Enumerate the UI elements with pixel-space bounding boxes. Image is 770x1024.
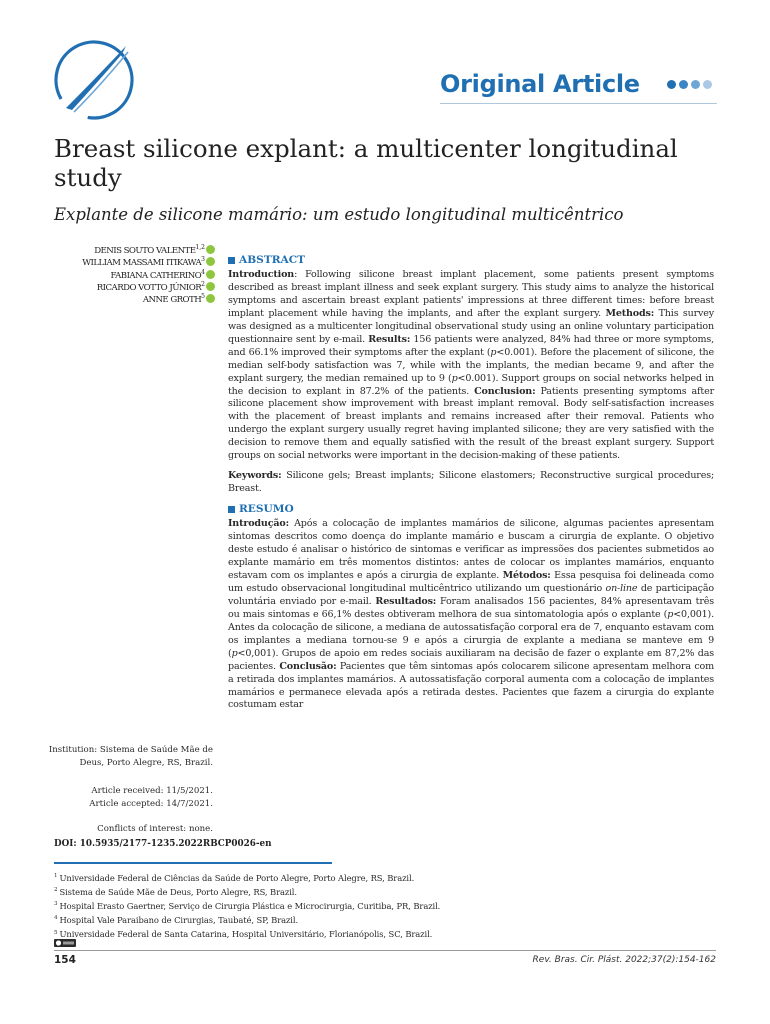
conclusion-label: Conclusão: <box>279 660 337 672</box>
section-square-icon <box>228 506 235 513</box>
conclusion-label: Conclusion: <box>474 385 536 397</box>
accepted-date: Article accepted: 14/7/2021. <box>89 799 213 809</box>
resumo-heading <box>228 503 714 516</box>
affiliation-marker: 2 <box>54 887 58 894</box>
intro-text: : Following silicone breast implant placement, some patients present symptoms described as breast implant illness and seek explant surgery. This study aims to analyze the historical symptoms and ascertain breast explant patients' impressions at three different times: before breast implant placement while having the implants, and after the explant surgery. <box>228 268 714 319</box>
resumo-body <box>228 518 714 712</box>
creative-commons-license-icon[interactable] <box>54 939 76 947</box>
orcid-icon[interactable] <box>206 245 215 254</box>
doi-link[interactable]: DOI: 10.5935/2177-1235.2022RBCP0026-en <box>54 839 272 849</box>
article-dates <box>40 785 213 811</box>
conclusion-text: Patients presenting symptoms after silicone placement show improvement with breast implant removal. Body self-satisfaction increases with the placement of breast implants and remains increased after their removal. Patients who undergo the explant surgery usually regret having implanted silicone; they are very satisfied with the decision to remove them and equally satisfied with the result of the breast explant surgery. Support groups on social networks were important in the decision-making of these patients. <box>228 385 714 462</box>
abstract-heading <box>228 254 714 267</box>
author-list <box>20 245 215 306</box>
online-term: on-line <box>605 582 638 594</box>
abstract-heading-label: ABSTRACT <box>239 254 306 266</box>
affiliation-marker: 1 <box>54 873 58 880</box>
footer-rule <box>54 950 716 951</box>
results-label: Resultados: <box>375 595 437 607</box>
p-value-symbol: p <box>451 372 458 384</box>
abstract-column <box>228 254 714 712</box>
keywords <box>228 470 714 496</box>
received-date: Article received: 11/5/2021. <box>91 786 213 796</box>
results-text: <0,001). Grupos de apoio em redes sociais auxiliaram na decisão de fazer o explante em 87,2% das pacientes. <box>228 647 714 672</box>
article-subtitle: Explante de silicone mamário: um estudo longitudinal multicêntrico <box>54 205 624 224</box>
journal-logo <box>52 38 136 122</box>
affiliation-item <box>54 885 734 899</box>
results-text: 156 patients were analyzed, 84% had three or more symptoms, and 66.1% improved their symptoms after the explant ( <box>228 333 714 358</box>
intro-label: Introduction <box>228 268 295 280</box>
page-number: 154 <box>54 954 76 966</box>
author-affiliation-marker: 1,2 <box>195 244 205 252</box>
orcid-icon[interactable] <box>206 294 215 303</box>
affiliation-list <box>54 871 734 941</box>
methods-label: Methods: <box>605 307 655 319</box>
intro-label: Introdução: <box>228 518 289 530</box>
affiliation-text: Hospital Vale Paraibano de Cirurgias, Taubaté, SP, Brazil. <box>59 915 299 926</box>
p-value-symbol: p <box>490 346 497 358</box>
author-affiliation-marker: 3 <box>201 256 205 264</box>
affiliation-text: Sistema de Saúde Mãe de Deus, Porto Alegre, RS, Brazil. <box>59 887 297 898</box>
resumo-heading-label: RESUMO <box>239 503 294 516</box>
methods-text: This survey was designed as a multicenter longitudinal observational study using an online voluntary participation questionnaire sent by e-mail. <box>228 307 715 345</box>
results-text: Foram analisados 156 pacientes, 84% apresentavam três ou mais sintomas e 66,1% destes obtiveram melhora de sua sintomatologia após o explante ( <box>228 595 714 620</box>
affiliation-marker: 5 <box>54 929 58 936</box>
journal-citation: Rev. Bras. Cir. Plást. 2022;37(2):154-162 <box>532 955 716 965</box>
author <box>20 270 215 282</box>
affiliation-item <box>54 899 734 913</box>
author-name: RICARDO VOTTO JÚNIOR <box>96 282 202 293</box>
p-value-symbol: p <box>231 647 238 659</box>
results-text: <0.001). Before the placement of silicone, the median self-body satisfaction was 7, while with the implants, the median became 9, and after the explant surgery, the median remained up to 9 ( <box>228 346 714 384</box>
methods-text: Essa pesquisa foi delineada como um estudo observacional longitudinal multicêntrico utilizando um questionário <box>228 569 714 594</box>
keywords-label: Keywords: <box>228 470 282 482</box>
affiliation-item <box>54 913 734 927</box>
author-affiliation-marker: 4 <box>201 268 205 276</box>
affiliation-item <box>54 871 734 885</box>
author <box>20 294 215 306</box>
conflicts-of-interest: Conflicts of interest: none. <box>97 824 213 834</box>
affiliation-item <box>54 927 734 941</box>
affiliation-marker: 3 <box>54 901 58 908</box>
author-name: WILLIAM MASSAMI ITIKAWA <box>82 258 202 269</box>
header-rule <box>440 103 717 104</box>
methods-text: de participação voluntária enviado por e-mail. <box>228 582 714 607</box>
orcid-icon[interactable] <box>206 282 215 291</box>
author <box>20 257 215 269</box>
affiliation-text: Universidade Federal de Santa Catarina, Hospital Universitário, Florianópolis, SC, Brazil. <box>59 929 433 940</box>
conclusion-text: Pacientes que têm sintomas após colocarem silicone apresentam melhora com a retirada dos implantes mamários. A autossatisfação corporal aumenta com a colocação de implantes mamários e permanece elevada após a retirada destes. Pacientes que fazem a cirurgia do explante costumam estar <box>228 660 714 711</box>
author-name: ANNE GROTH <box>142 295 202 306</box>
affiliation-text: Universidade Federal de Ciências da Saúde de Porto Alegre, Porto Alegre, RS, Brazil. <box>59 873 415 883</box>
section-square-icon <box>228 257 235 264</box>
decorative-dots <box>667 80 712 89</box>
results-text: <0.001). Support groups on social networks helped in the decision to explant in 87.2% of the patients. <box>228 372 715 397</box>
keywords-text: Silicone gels; Breast implants; Silicone elastomers; Reconstructive surgical procedures; Breast. <box>228 470 714 495</box>
orcid-icon[interactable] <box>206 257 215 266</box>
abstract-body <box>228 269 714 463</box>
methods-label: Métodos: <box>502 569 551 581</box>
orcid-icon[interactable] <box>206 270 215 279</box>
author-affiliation-marker: 2 <box>201 281 205 289</box>
author <box>20 282 215 294</box>
intro-text: Após a colocação de implantes mamários de silicone, algumas pacientes apresentam sintomas descritos como doença do implante mamário e buscam a cirurgia de explante. O objetivo deste estudo é analisar o histórico de sintomas e verificar as impressões dos pacientes submetidos ao explante mamário em três momentos distintos: antes de colocar os implantes mamários, enquanto estavam com os implantes e após a cirurgia de explante. <box>228 518 714 581</box>
dot <box>679 80 688 89</box>
author-name: FABIANA CATHERINO <box>110 270 202 281</box>
affiliation-marker: 4 <box>54 915 58 922</box>
affiliation-text: Hospital Erasto Gaertner, Serviço de Cirurgia Plástica e Microcirurgia, Curitiba, PR, Brazil. <box>59 901 441 912</box>
doi-rule <box>54 862 332 864</box>
article-title: Breast silicone explant: a multicenter longitudinal study <box>54 134 678 192</box>
p-value-symbol: p <box>667 608 674 620</box>
author-affiliation-marker: 5 <box>201 293 205 301</box>
article-type-label: Original Article <box>440 70 640 98</box>
results-text: <0,001). Antes da colocação de silicone, a mediana de autossatisfação corporal era de 7, enquanto estavam com os implantes a mediana tornou-se 9 e após a cirurgia de explante a mediana se manteve em 9 ( <box>228 608 714 659</box>
institution-note: Institution: Sistema de Saúde Mãe de Deus, Porto Alegre, RS, Brazil. <box>48 745 213 768</box>
dot <box>703 80 712 89</box>
dot <box>667 80 676 89</box>
dot <box>691 80 700 89</box>
results-label: Results: <box>368 333 411 345</box>
author <box>20 245 215 257</box>
author-name: DENIS SOUTO VALENTE <box>94 246 196 256</box>
